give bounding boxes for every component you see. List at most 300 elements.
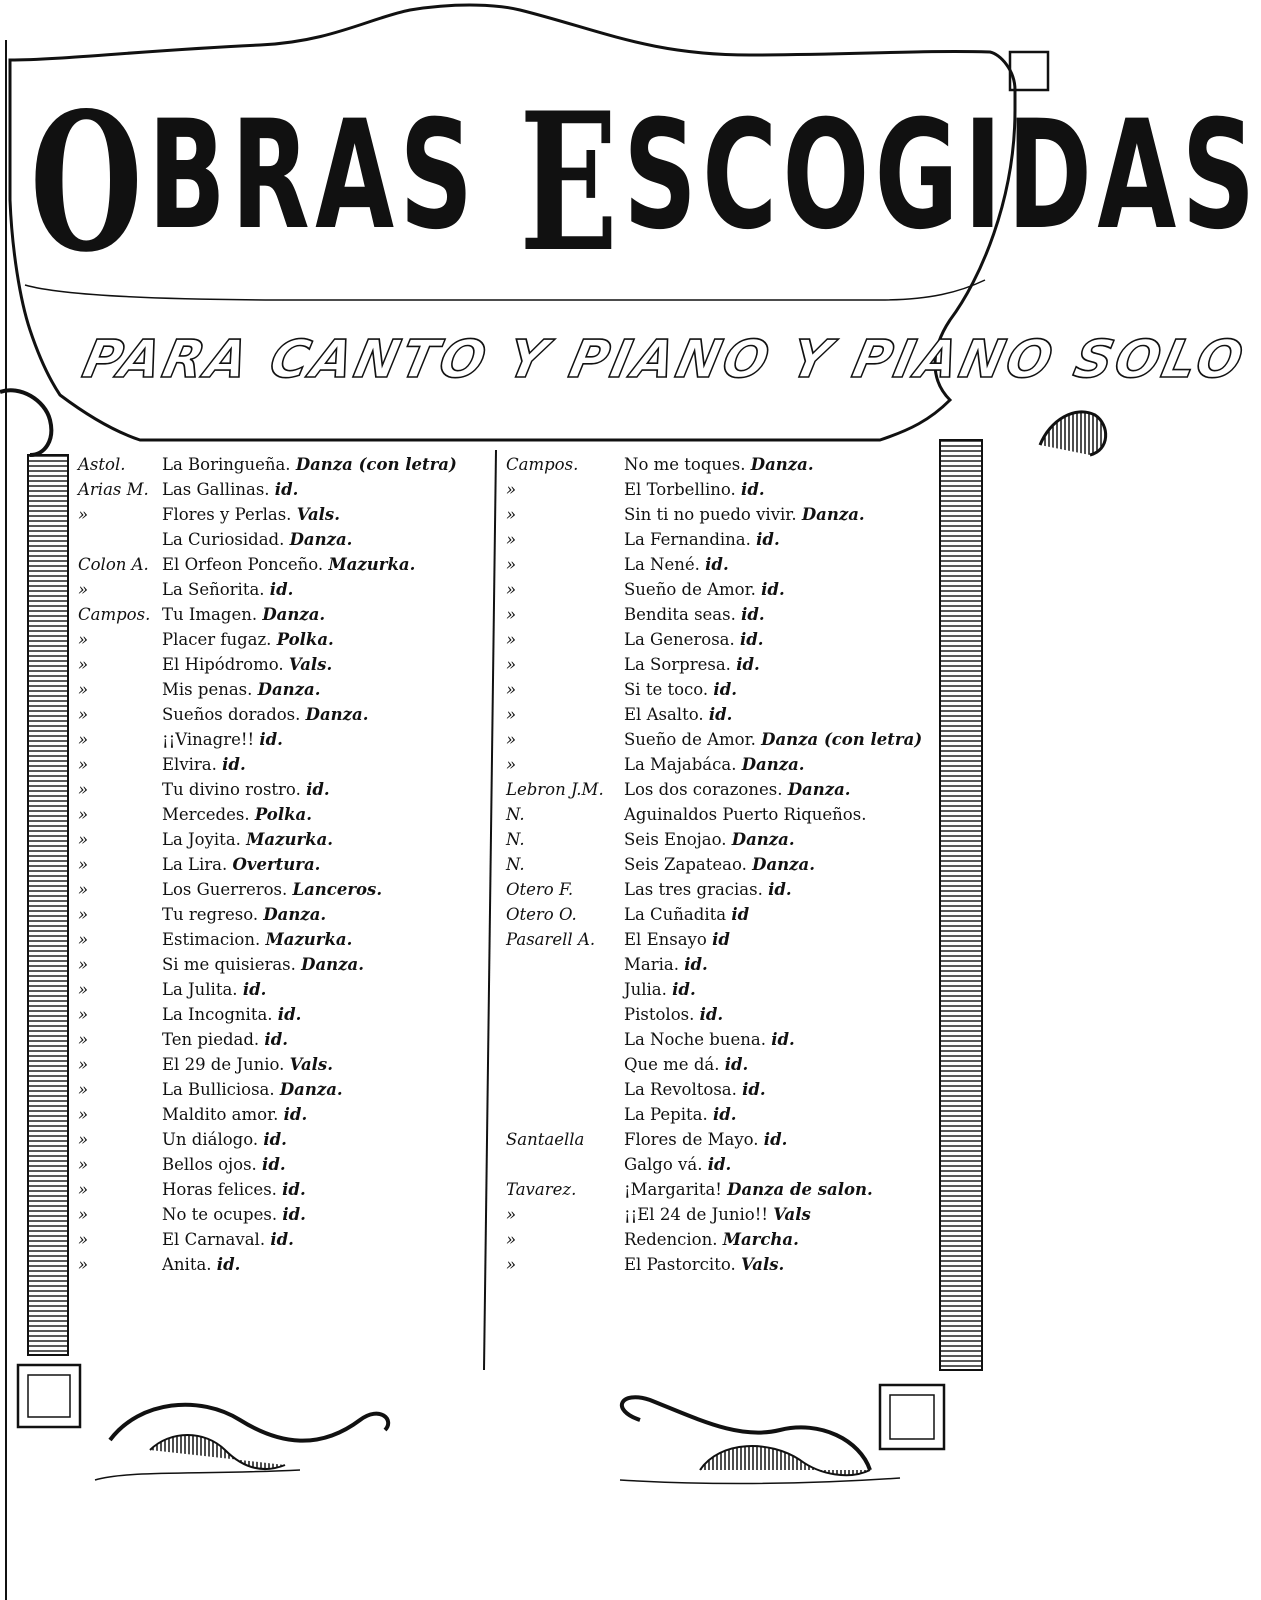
work-title: El Orfeon Ponceño.	[162, 555, 324, 574]
catalog-entry	[506, 1052, 946, 1077]
work-title: La Bulliciosa.	[162, 1080, 275, 1099]
work-title: Flores y Perlas.	[162, 505, 292, 524]
work-title-line	[162, 952, 364, 977]
catalog-entry	[78, 677, 488, 702]
left-catalog-column	[78, 452, 488, 1277]
composer-name: »	[506, 630, 517, 649]
composer-name: Arias M.	[78, 480, 149, 499]
work-genre: id.	[684, 955, 708, 974]
work-title-line	[162, 577, 293, 602]
work-title: La Generosa.	[624, 630, 735, 649]
work-title: El Carnaval.	[162, 1230, 266, 1249]
work-genre: Danza.	[301, 955, 364, 974]
catalog-entry	[506, 502, 946, 527]
work-genre: id.	[282, 1205, 306, 1224]
catalog-entry	[78, 802, 488, 827]
catalog-entry	[506, 477, 946, 502]
work-title-line	[162, 452, 457, 477]
catalog-entry	[78, 502, 488, 527]
composer-name: Campos.	[506, 455, 579, 474]
catalog-entry	[78, 827, 488, 852]
work-genre: id.	[283, 1105, 308, 1124]
work-title-line	[624, 702, 732, 727]
composer-name: Pasarell A.	[506, 930, 596, 949]
work-title: Si me quisieras.	[162, 955, 296, 974]
left-pillar	[0, 390, 80, 1427]
work-title-line	[162, 752, 246, 777]
catalog-entry	[78, 1152, 488, 1177]
subtitle: PARA CANTO Y PIANO Y PIANO SOLO	[77, 330, 1251, 390]
work-title: La Cuñadita	[624, 905, 727, 924]
catalog-entry	[506, 777, 946, 802]
catalog-entry	[78, 852, 488, 877]
work-title: Bendita seas.	[624, 605, 736, 624]
composer-name: »	[78, 580, 89, 599]
catalog-entry	[78, 877, 488, 902]
catalog-entry	[78, 1177, 488, 1202]
catalog-entry	[78, 1102, 488, 1127]
work-title: Si te toco.	[624, 680, 709, 699]
work-genre: id.	[699, 1005, 724, 1024]
composer-name: Otero F.	[506, 880, 574, 899]
composer-name: »	[506, 680, 517, 699]
composer-name: »	[506, 730, 517, 749]
work-genre: id.	[740, 630, 764, 649]
composer-name: »	[506, 605, 517, 624]
work-title: ¡¡El 24 de Junio!!	[624, 1205, 768, 1224]
work-title-line	[162, 777, 330, 802]
work-genre: Danza.	[741, 755, 805, 774]
work-title-line	[624, 1002, 723, 1027]
catalog-entry	[506, 952, 946, 977]
composer-name: »	[78, 905, 89, 924]
work-genre: id.	[672, 980, 696, 999]
catalog-entry	[78, 627, 488, 652]
work-genre: id.	[707, 1155, 732, 1174]
work-title-line	[162, 827, 333, 852]
catalog-entry	[506, 552, 946, 577]
catalog-entry	[506, 452, 946, 477]
catalog-entry	[506, 802, 946, 827]
composer-name: »	[78, 1055, 89, 1074]
work-genre: id.	[705, 555, 729, 574]
work-title: Ten piedad.	[162, 1030, 260, 1049]
work-title-line	[162, 477, 298, 502]
catalog-entry	[506, 702, 946, 727]
work-genre: Mazurka.	[328, 555, 416, 574]
composer-name: »	[78, 1080, 89, 1099]
composer-name: »	[506, 555, 517, 574]
work-title: La Noche buena.	[624, 1030, 766, 1049]
work-title-line	[162, 652, 332, 677]
work-genre: id.	[736, 655, 760, 674]
work-title: ¡¡Vinagre!!	[162, 730, 255, 749]
work-title: El 29 de Junio.	[162, 1055, 285, 1074]
work-genre: Danza (con letra)	[295, 455, 457, 474]
work-title-line	[162, 1052, 333, 1077]
work-title-line	[162, 1227, 294, 1252]
work-genre: Danza.	[263, 905, 327, 924]
work-genre: id.	[270, 1230, 294, 1249]
work-title-line	[624, 852, 815, 877]
work-title: Anita.	[162, 1255, 212, 1274]
catalog-entry	[506, 1177, 946, 1202]
work-genre: id.	[768, 880, 792, 899]
work-title: Aguinaldos Puerto Riqueños.	[624, 805, 867, 824]
work-genre: id.	[741, 605, 765, 624]
work-title-line	[162, 677, 320, 702]
composer-name: »	[78, 755, 89, 774]
catalog-entry	[506, 902, 946, 927]
composer-name: »	[78, 930, 89, 949]
work-genre: Danza.	[257, 680, 321, 699]
catalog-entry	[506, 627, 946, 652]
work-genre: id.	[264, 1030, 288, 1049]
catalog-entry	[78, 652, 488, 677]
work-genre: id.	[262, 1155, 286, 1174]
composer-name: »	[78, 805, 89, 824]
composer-name: N.	[506, 805, 525, 824]
composer-name: Colon A.	[78, 555, 149, 574]
catalog-entry	[506, 1002, 946, 1027]
work-genre: id.	[712, 1105, 737, 1124]
catalog-entry	[506, 852, 946, 877]
composer-name: »	[78, 855, 89, 874]
work-title: La Julita.	[162, 980, 238, 999]
work-title-line	[162, 1102, 307, 1127]
work-title-line	[624, 827, 795, 852]
catalog-entry	[78, 952, 488, 977]
catalog-entry	[78, 702, 488, 727]
work-genre: Vals.	[288, 655, 333, 674]
catalog-entry	[506, 827, 946, 852]
work-genre: Danza.	[262, 605, 326, 624]
catalog-entry	[506, 602, 946, 627]
composer-name: »	[506, 655, 517, 674]
catalog-entry	[78, 1227, 488, 1252]
work-genre: Marcha.	[722, 1230, 799, 1249]
work-title: La Nené.	[624, 555, 700, 574]
work-title: Tu divino rostro.	[162, 780, 301, 799]
work-genre: Danza.	[305, 705, 369, 724]
bottom-right-scroll	[620, 1397, 900, 1483]
catalog-entry	[506, 652, 946, 677]
work-genre: id.	[263, 1130, 287, 1149]
work-title: No te ocupes.	[162, 1205, 278, 1224]
work-genre: Lanceros.	[292, 880, 383, 899]
catalog-entry	[506, 1102, 946, 1127]
composer-name: »	[78, 505, 89, 524]
work-title: Sueño de Amor.	[624, 730, 756, 749]
composer-name: N.	[506, 855, 525, 874]
work-title: ¡Margarita!	[624, 1180, 722, 1199]
work-title: Estimacion.	[162, 930, 261, 949]
work-title-line	[624, 1202, 811, 1227]
composer-name: »	[78, 1030, 89, 1049]
work-title-line	[162, 502, 340, 527]
catalog-entry	[78, 1027, 488, 1052]
work-title: Sueño de Amor.	[624, 580, 756, 599]
work-title: Flores de Mayo.	[624, 1130, 759, 1149]
composer-name: »	[506, 530, 517, 549]
catalog-entry	[506, 1252, 946, 1277]
work-title-line	[624, 902, 749, 927]
work-genre: Mazurka.	[246, 830, 334, 849]
work-title: La Curiosidad.	[162, 530, 285, 549]
right-catalog-column	[506, 452, 946, 1277]
work-title-line	[162, 1152, 286, 1177]
work-title-line	[624, 927, 730, 952]
catalog-entry	[78, 977, 488, 1002]
work-title: La Incognita.	[162, 1005, 273, 1024]
composer-name: Astol.	[78, 455, 126, 474]
work-title: El Torbellino.	[624, 480, 736, 499]
work-title: Horas felices.	[162, 1180, 277, 1199]
main-title	[30, 71, 1261, 294]
title-initial-e: E	[519, 71, 624, 294]
work-genre: Vals.	[740, 1255, 785, 1274]
work-title: El Hipódromo.	[162, 655, 284, 674]
work-genre: id.	[742, 1080, 766, 1099]
work-title: Maria.	[624, 955, 679, 974]
work-title: Elvira.	[162, 755, 217, 774]
work-title-line	[162, 977, 266, 1002]
work-genre: Danza.	[279, 1080, 343, 1099]
catalog-entry	[78, 727, 488, 752]
work-genre: id.	[282, 1180, 306, 1199]
work-title-line	[624, 952, 708, 977]
composer-name: »	[78, 630, 89, 649]
work-title-line	[624, 1027, 795, 1052]
title-initial-o: O	[30, 71, 148, 294]
catalog-entry	[78, 1002, 488, 1027]
work-title-line	[624, 1127, 787, 1152]
catalog-entry	[78, 602, 488, 627]
work-title: Sueños dorados.	[162, 705, 301, 724]
work-title-line	[624, 502, 865, 527]
work-title-line	[162, 902, 326, 927]
catalog-entry	[506, 527, 946, 552]
work-title: La Fernandina.	[624, 530, 751, 549]
work-title-line	[162, 877, 382, 902]
work-title-line	[624, 1052, 748, 1077]
composer-name: N.	[506, 830, 525, 849]
work-title-line	[624, 777, 851, 802]
work-title-line	[162, 527, 352, 552]
catalog-entry	[78, 777, 488, 802]
work-genre: id.	[713, 680, 737, 699]
catalog-entry	[506, 677, 946, 702]
composer-name: »	[506, 755, 517, 774]
work-genre: Vals.	[289, 1055, 333, 1074]
work-title: Las Gallinas.	[162, 480, 270, 499]
work-title-line	[162, 727, 283, 752]
work-title-line	[624, 652, 760, 677]
work-genre: id.	[216, 1255, 241, 1274]
work-genre: id.	[306, 780, 330, 799]
catalog-entry	[506, 1077, 946, 1102]
work-title: La Señorita.	[162, 580, 265, 599]
work-title-line	[162, 1177, 306, 1202]
work-title-line	[624, 602, 765, 627]
composer-name: »	[506, 580, 517, 599]
catalog-entry	[78, 752, 488, 777]
work-genre: Vals.	[296, 505, 340, 524]
catalog-entry	[78, 552, 488, 577]
work-title-line	[624, 1077, 766, 1102]
composer-name: Campos.	[78, 605, 151, 624]
work-title: Galgo vá.	[624, 1155, 703, 1174]
title-word-1: BRAS	[147, 89, 479, 263]
work-title-line	[162, 1127, 287, 1152]
composer-name: »	[78, 1230, 89, 1249]
work-genre: id.	[724, 1055, 749, 1074]
work-title: La Majabáca.	[624, 755, 737, 774]
catalog-entry	[78, 1127, 488, 1152]
work-title: Un diálogo.	[162, 1130, 259, 1149]
work-genre: Danza.	[750, 455, 814, 474]
work-title: Los dos corazones.	[624, 780, 783, 799]
work-genre: id.	[274, 480, 299, 499]
work-genre: id.	[771, 1030, 795, 1049]
work-title-line	[162, 1027, 288, 1052]
composer-name: »	[78, 1155, 89, 1174]
composer-name: »	[506, 705, 517, 724]
work-title-line	[624, 1252, 784, 1277]
work-title-line	[624, 677, 737, 702]
work-title-line	[624, 727, 922, 752]
composer-name: »	[78, 1255, 89, 1274]
composer-name: »	[78, 1130, 89, 1149]
work-title-line	[162, 927, 352, 952]
work-title: Tu Imagen.	[162, 605, 258, 624]
work-title: Mis penas.	[162, 680, 253, 699]
work-genre: Polka.	[276, 630, 334, 649]
work-title-line	[162, 702, 368, 727]
work-genre: Overtura.	[232, 855, 321, 874]
composer-name: »	[78, 1205, 89, 1224]
composer-name: Lebron J.M.	[506, 780, 604, 799]
work-genre: id	[731, 905, 750, 924]
catalog-entry	[78, 527, 488, 552]
work-title-line	[162, 627, 334, 652]
work-title-line	[162, 1202, 306, 1227]
work-genre: id.	[756, 530, 780, 549]
catalog-entry	[78, 452, 488, 477]
catalog-entry	[506, 877, 946, 902]
catalog-entry	[78, 902, 488, 927]
composer-name: »	[78, 730, 89, 749]
catalog-entry	[78, 1077, 488, 1102]
work-genre: Vals	[773, 1205, 811, 1224]
work-title: Seis Zapateao.	[624, 855, 747, 874]
work-genre: Danza.	[752, 855, 815, 874]
work-genre: Polka.	[254, 805, 312, 824]
work-genre: id.	[277, 1005, 302, 1024]
work-title-line	[162, 1077, 343, 1102]
composer-name: »	[506, 1230, 517, 1249]
work-title: Bellos ojos.	[162, 1155, 257, 1174]
catalog-entry	[506, 1202, 946, 1227]
work-title: La Joyita.	[162, 830, 241, 849]
work-title: Sin ti no puedo vivir.	[624, 505, 797, 524]
work-title: La Boringueña.	[162, 455, 291, 474]
catalog-entry	[506, 727, 946, 752]
work-title: Julia.	[624, 980, 667, 999]
catalog-entry	[506, 1027, 946, 1052]
composer-name: »	[506, 480, 517, 499]
composer-name: »	[78, 830, 89, 849]
catalog-entry	[78, 477, 488, 502]
work-title-line	[624, 477, 765, 502]
work-title: La Lira.	[162, 855, 228, 874]
composer-name: »	[78, 780, 89, 799]
composer-name: »	[506, 1205, 517, 1224]
composer-name: »	[78, 705, 89, 724]
composer-name: »	[78, 1180, 89, 1199]
catalog-entry	[506, 577, 946, 602]
work-title-line	[624, 1227, 799, 1252]
work-title-line	[624, 1177, 873, 1202]
composer-name: Santaella	[506, 1130, 585, 1149]
work-genre: Danza.	[289, 530, 353, 549]
work-title-line	[624, 1152, 731, 1177]
catalog-entry	[506, 1152, 946, 1177]
composer-name: »	[78, 680, 89, 699]
work-title: No me toques.	[624, 455, 746, 474]
composer-name: »	[506, 1255, 517, 1274]
work-title-line	[162, 552, 415, 577]
work-title: Que me dá.	[624, 1055, 720, 1074]
work-title-line	[624, 1102, 737, 1127]
work-title-line	[162, 852, 320, 877]
catalog-entry	[506, 752, 946, 777]
work-title: Mercedes.	[162, 805, 250, 824]
work-title-line	[624, 627, 764, 652]
composer-name: Otero O.	[506, 905, 577, 924]
work-genre: Danza.	[787, 780, 851, 799]
catalog-entry	[78, 1052, 488, 1077]
composer-name: »	[78, 1005, 89, 1024]
work-title-line	[624, 752, 805, 777]
work-genre: id.	[763, 1130, 788, 1149]
work-title-line	[624, 877, 792, 902]
work-genre: Danza.	[731, 830, 795, 849]
work-genre: id.	[259, 730, 283, 749]
work-genre: id	[712, 930, 730, 949]
work-title: Redencion.	[624, 1230, 718, 1249]
work-title-line	[624, 452, 814, 477]
catalog-entry	[78, 1202, 488, 1227]
work-title-line	[624, 527, 780, 552]
work-title-line	[624, 552, 729, 577]
work-title-line	[162, 1252, 240, 1277]
bottom-left-scroll	[95, 1405, 388, 1480]
work-title-line	[162, 802, 312, 827]
catalog-entry	[78, 927, 488, 952]
work-genre: id.	[269, 580, 294, 599]
work-title-line	[624, 802, 866, 827]
work-genre: id.	[222, 755, 246, 774]
work-title: El Ensayo	[624, 930, 707, 949]
title-word-2: SCOGIDAS	[623, 89, 1261, 263]
work-title: La Sorpresa.	[624, 655, 731, 674]
work-title: Placer fugaz.	[162, 630, 272, 649]
composer-name: »	[78, 655, 89, 674]
work-genre: Mazurka.	[265, 930, 353, 949]
work-title: Seis Enojao.	[624, 830, 727, 849]
work-genre: Danza (con letra)	[761, 730, 923, 749]
